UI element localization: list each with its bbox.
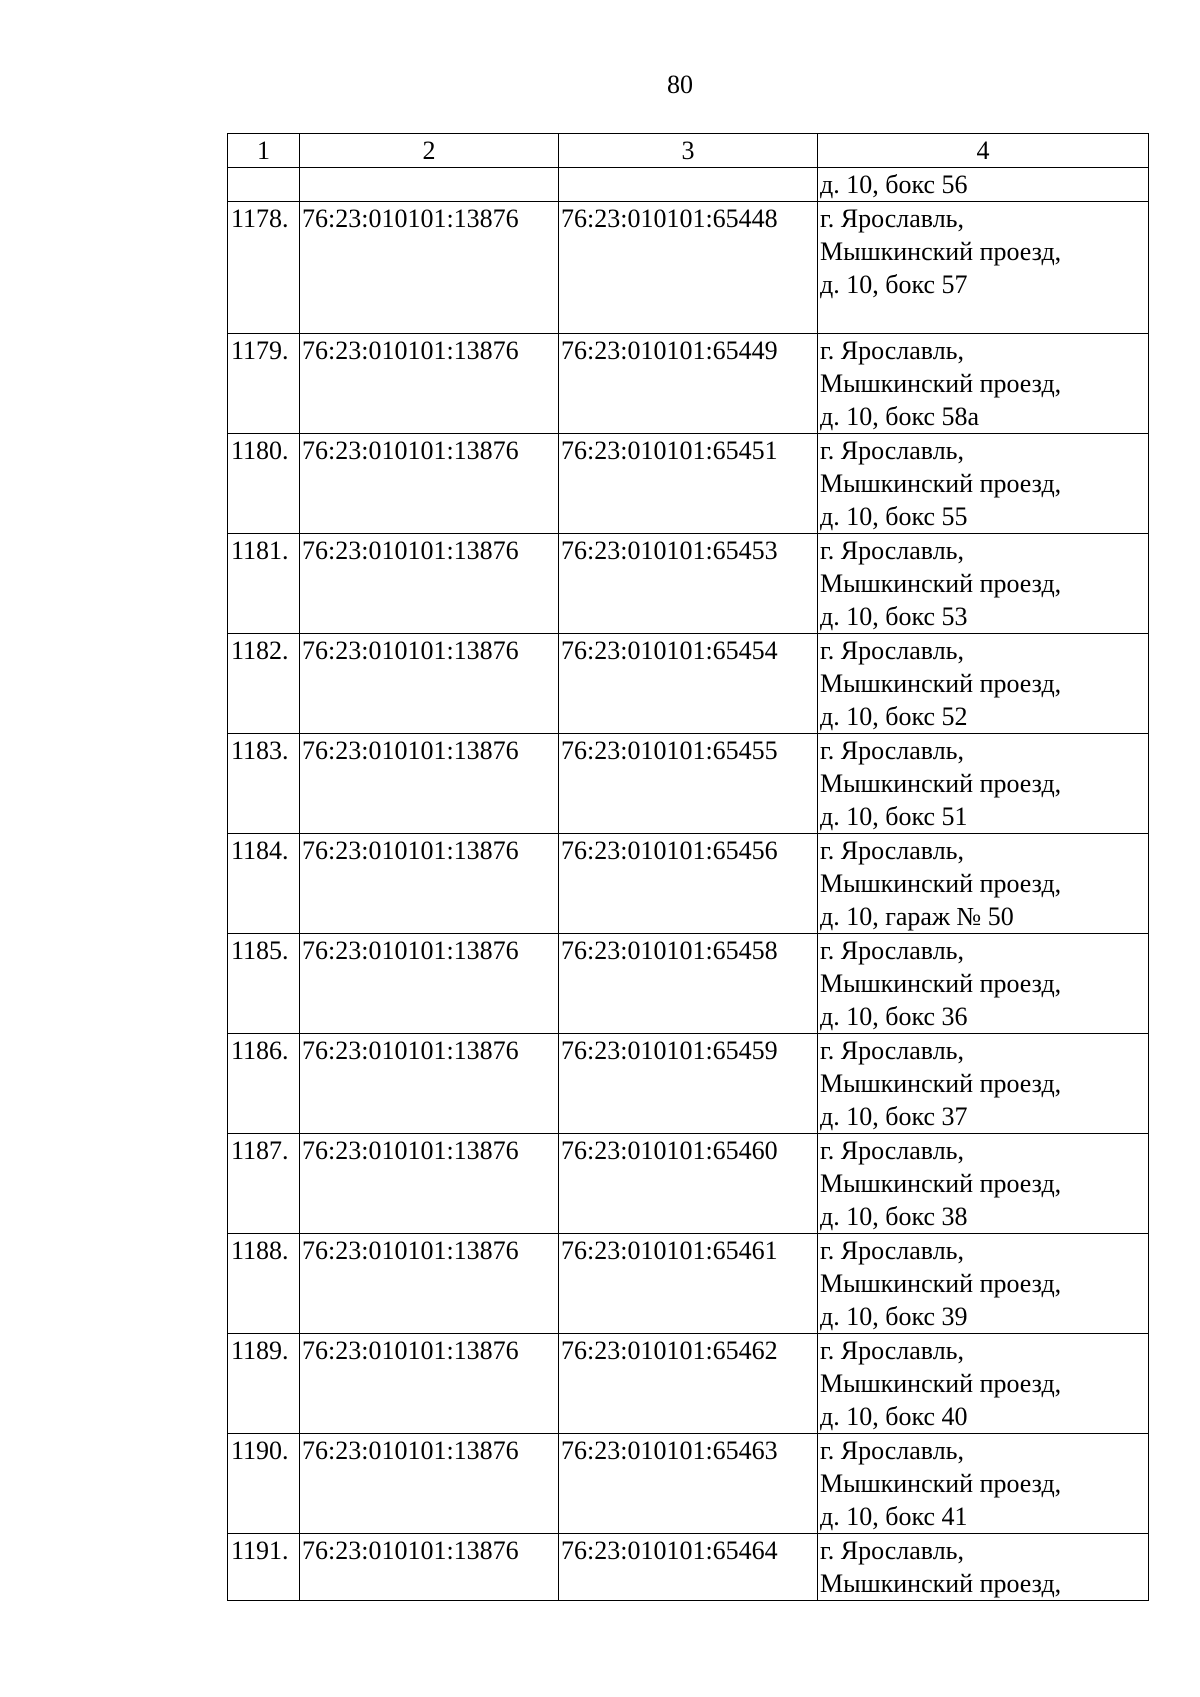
num-cell: 1181. xyxy=(228,534,300,634)
table-row xyxy=(228,1034,1149,1134)
object-number-cell: 76:23:010101:65456 xyxy=(559,834,818,934)
num-cell: 1190. xyxy=(228,1434,300,1534)
object-number-cell: 76:23:010101:65451 xyxy=(559,434,818,534)
address-cell xyxy=(818,734,1149,834)
num-cell: 1186. xyxy=(228,1034,300,1134)
table-row xyxy=(228,168,1149,202)
address-line: Мышкинский проезд, xyxy=(820,1469,1062,1498)
address-line: д. 10, бокс 57 xyxy=(820,270,968,299)
address-line: г. Ярославль, xyxy=(820,636,965,665)
address-cell xyxy=(818,202,1149,334)
object-number-cell: 76:23:010101:65460 xyxy=(559,1134,818,1234)
address-line: Мышкинский проезд, xyxy=(820,237,1062,266)
num-cell: 1188. xyxy=(228,1234,300,1334)
parcel-number-cell: 76:23:010101:13876 xyxy=(300,1134,559,1234)
table-row xyxy=(228,534,1149,634)
table-row xyxy=(228,1234,1149,1334)
address-cell xyxy=(818,1334,1149,1434)
num-cell: 1185. xyxy=(228,934,300,1034)
address-line: г. Ярославль, xyxy=(820,1436,965,1465)
table-row xyxy=(228,1334,1149,1434)
object-number-cell: 76:23:010101:65462 xyxy=(559,1334,818,1434)
column-header-4: 4 xyxy=(818,134,1149,168)
page-number: 80 xyxy=(667,70,693,99)
num-cell: 1187. xyxy=(228,1134,300,1234)
address-line: Мышкинский проезд, xyxy=(820,969,1062,998)
address-line: д. 10, бокс 52 xyxy=(820,702,968,731)
object-number-cell: 76:23:010101:65449 xyxy=(559,334,818,434)
num-cell: 1180. xyxy=(228,434,300,534)
address-line: д. 10, бокс 56 xyxy=(820,170,968,199)
parcel-number-cell: 76:23:010101:13876 xyxy=(300,634,559,734)
parcel-number-cell: 76:23:010101:13876 xyxy=(300,734,559,834)
table-row xyxy=(228,334,1149,434)
parcel-number-cell: 76:23:010101:13876 xyxy=(300,202,559,334)
address-line: Мышкинский проезд, xyxy=(820,1369,1062,1398)
registry-table xyxy=(227,133,1149,1601)
address-line: г. Ярославль, xyxy=(820,1136,965,1165)
parcel-number-cell: 76:23:010101:13876 xyxy=(300,434,559,534)
num-cell: 1179. xyxy=(228,334,300,434)
table-row xyxy=(228,834,1149,934)
address-line: д. 10, гараж № 50 xyxy=(820,902,1014,931)
address-line: д. 10, бокс 36 xyxy=(820,1002,968,1031)
table-row xyxy=(228,734,1149,834)
address-cell xyxy=(818,534,1149,634)
parcel-number-cell xyxy=(300,168,559,202)
object-number-cell: 76:23:010101:65454 xyxy=(559,634,818,734)
address-line: д. 10, бокс 51 xyxy=(820,802,968,831)
parcel-number-cell: 76:23:010101:13876 xyxy=(300,1534,559,1601)
object-number-cell: 76:23:010101:65463 xyxy=(559,1434,818,1534)
address-line: д. 10, бокс 55 xyxy=(820,502,968,531)
object-number-cell xyxy=(559,168,818,202)
address-line: г. Ярославль, xyxy=(820,1036,965,1065)
table-row xyxy=(228,1434,1149,1534)
column-header-2: 2 xyxy=(300,134,559,168)
num-cell: 1189. xyxy=(228,1334,300,1434)
table-row xyxy=(228,434,1149,534)
address-line: Мышкинский проезд, xyxy=(820,669,1062,698)
parcel-number-cell: 76:23:010101:13876 xyxy=(300,1334,559,1434)
address-line: г. Ярославль, xyxy=(820,436,965,465)
address-line: Мышкинский проезд, xyxy=(820,869,1062,898)
address-line: д. 10, бокс 58а xyxy=(820,402,980,431)
object-number-cell: 76:23:010101:65461 xyxy=(559,1234,818,1334)
address-cell xyxy=(818,1134,1149,1234)
table-header-row xyxy=(228,134,1149,168)
address-line: г. Ярославль, xyxy=(820,204,965,233)
address-line: г. Ярославль, xyxy=(820,936,965,965)
parcel-number-cell: 76:23:010101:13876 xyxy=(300,1234,559,1334)
table-row xyxy=(228,202,1149,334)
address-cell xyxy=(818,1434,1149,1534)
table-row xyxy=(228,1134,1149,1234)
parcel-number-cell: 76:23:010101:13876 xyxy=(300,1034,559,1134)
address-line: г. Ярославль, xyxy=(820,336,965,365)
parcel-number-cell: 76:23:010101:13876 xyxy=(300,1434,559,1534)
address-cell xyxy=(818,934,1149,1034)
address-cell xyxy=(818,168,1149,202)
parcel-number-cell: 76:23:010101:13876 xyxy=(300,534,559,634)
address-cell xyxy=(818,1234,1149,1334)
object-number-cell: 76:23:010101:65455 xyxy=(559,734,818,834)
address-line: Мышкинский проезд, xyxy=(820,469,1062,498)
address-line: д. 10, бокс 37 xyxy=(820,1102,968,1131)
address-cell xyxy=(818,1534,1149,1601)
address-line: д. 10, бокс 40 xyxy=(820,1402,968,1431)
address-line: г. Ярославль, xyxy=(820,1536,965,1565)
num-cell xyxy=(228,168,300,202)
column-header-3: 3 xyxy=(559,134,818,168)
address-line: д. 10, бокс 38 xyxy=(820,1202,968,1231)
address-line: д. 10, бокс 41 xyxy=(820,1502,968,1531)
num-cell: 1191. xyxy=(228,1534,300,1601)
object-number-cell: 76:23:010101:65464 xyxy=(559,1534,818,1601)
object-number-cell: 76:23:010101:65458 xyxy=(559,934,818,1034)
address-line: г. Ярославль, xyxy=(820,836,965,865)
address-line: Мышкинский проезд, xyxy=(820,569,1062,598)
num-cell: 1183. xyxy=(228,734,300,834)
address-cell xyxy=(818,434,1149,534)
parcel-number-cell: 76:23:010101:13876 xyxy=(300,934,559,1034)
address-line: Мышкинский проезд, xyxy=(820,1069,1062,1098)
table-body xyxy=(228,168,1149,1601)
address-line: д. 10, бокс 39 xyxy=(820,1302,968,1331)
num-cell: 1182. xyxy=(228,634,300,734)
parcel-number-cell: 76:23:010101:13876 xyxy=(300,334,559,434)
object-number-cell: 76:23:010101:65453 xyxy=(559,534,818,634)
table-row xyxy=(228,934,1149,1034)
address-line: Мышкинский проезд, xyxy=(820,1269,1062,1298)
address-cell xyxy=(818,634,1149,734)
address-line: д. 10, бокс 53 xyxy=(820,602,968,631)
num-cell: 1178. xyxy=(228,202,300,334)
table-row xyxy=(228,1534,1149,1601)
address-cell xyxy=(818,1034,1149,1134)
address-cell xyxy=(818,334,1149,434)
address-line: г. Ярославль, xyxy=(820,736,965,765)
table-row xyxy=(228,634,1149,734)
address-line: г. Ярославль, xyxy=(820,1236,965,1265)
address-line: Мышкинский проезд, xyxy=(820,769,1062,798)
num-cell: 1184. xyxy=(228,834,300,934)
address-line: г. Ярославль, xyxy=(820,536,965,565)
parcel-number-cell: 76:23:010101:13876 xyxy=(300,834,559,934)
object-number-cell: 76:23:010101:65448 xyxy=(559,202,818,334)
address-line: Мышкинский проезд, xyxy=(820,1169,1062,1198)
address-line: Мышкинский проезд, xyxy=(820,369,1062,398)
address-line: Мышкинский проезд, xyxy=(820,1569,1062,1598)
address-cell xyxy=(818,834,1149,934)
column-header-1: 1 xyxy=(228,134,300,168)
object-number-cell: 76:23:010101:65459 xyxy=(559,1034,818,1134)
address-line: г. Ярославль, xyxy=(820,1336,965,1365)
